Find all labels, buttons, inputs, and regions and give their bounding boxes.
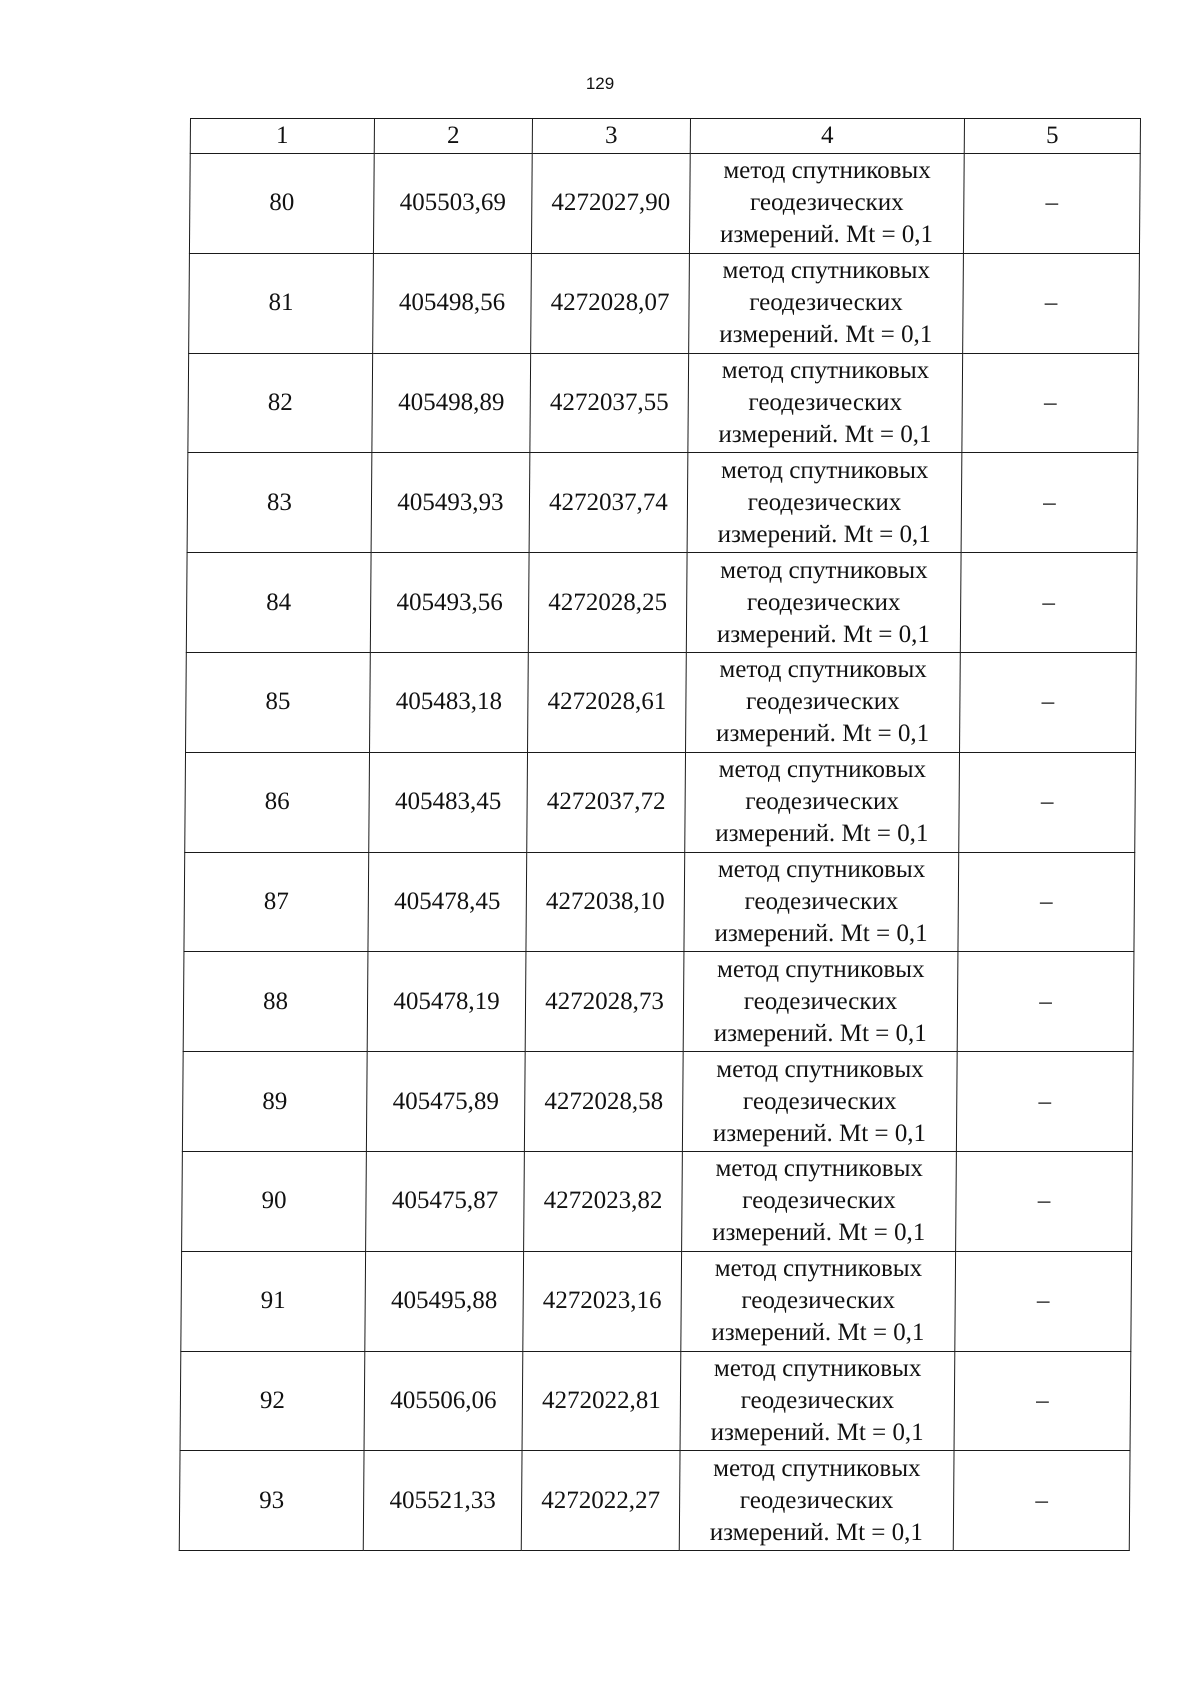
point-number-cell: 86 bbox=[185, 752, 370, 852]
table-row bbox=[184, 852, 1135, 952]
note-cell: – bbox=[963, 253, 1140, 353]
point-number-cell: 82 bbox=[188, 353, 373, 453]
point-number-cell: 89 bbox=[182, 1052, 367, 1152]
method-cell: метод спутниковых геодезических измерений. Mt = 0,1 bbox=[686, 553, 961, 653]
point-number-cell: 84 bbox=[186, 553, 371, 653]
method-cell: метод спутниковых геодезических измерений. Mt = 0,1 bbox=[682, 1052, 957, 1152]
note-cell: – bbox=[960, 553, 1137, 653]
table-row bbox=[188, 353, 1139, 453]
point-number-cell: 92 bbox=[180, 1351, 365, 1451]
header-cell-3: 3 bbox=[532, 119, 690, 154]
table-row bbox=[183, 952, 1134, 1052]
x-coordinate-cell: 405475,89 bbox=[366, 1052, 525, 1152]
point-number-cell: 88 bbox=[183, 952, 368, 1052]
table-row bbox=[179, 1451, 1130, 1551]
method-cell: метод спутниковых геодезических измерений. Mt = 0,1 bbox=[688, 353, 963, 453]
note-cell: – bbox=[963, 154, 1140, 254]
header-cell-5: 5 bbox=[964, 119, 1140, 154]
y-coordinate-cell: 4272028,61 bbox=[528, 652, 687, 752]
note-cell: – bbox=[960, 652, 1137, 752]
method-cell: метод спутниковых геодезических измерений. Mt = 0,1 bbox=[685, 752, 960, 852]
method-cell: метод спутниковых геодезических измерений. Mt = 0,1 bbox=[689, 154, 964, 254]
coordinates-table bbox=[179, 118, 1141, 1551]
header-cell-4: 4 bbox=[690, 119, 964, 154]
x-coordinate-cell: 405521,33 bbox=[363, 1451, 522, 1551]
table-row bbox=[182, 1151, 1133, 1251]
table-row bbox=[185, 752, 1136, 852]
x-coordinate-cell: 405483,18 bbox=[370, 652, 529, 752]
x-coordinate-cell: 405493,56 bbox=[370, 553, 529, 653]
table-row bbox=[182, 1052, 1133, 1152]
y-coordinate-cell: 4272038,10 bbox=[526, 852, 685, 952]
method-cell: метод спутниковых геодезических измерений. Mt = 0,1 bbox=[684, 852, 959, 952]
table-row bbox=[189, 253, 1140, 353]
method-cell: метод спутниковых геодезических измерений. Mt = 0,1 bbox=[689, 253, 964, 353]
method-cell: метод спутниковых геодезических измерений. Mt = 0,1 bbox=[686, 652, 961, 752]
header-cell-1: 1 bbox=[190, 119, 374, 154]
x-coordinate-cell: 405503,69 bbox=[373, 154, 532, 254]
y-coordinate-cell: 4272037,72 bbox=[527, 752, 686, 852]
note-cell: – bbox=[959, 752, 1136, 852]
method-cell: метод спутниковых геодезических измерений. Mt = 0,1 bbox=[687, 453, 962, 553]
y-coordinate-cell: 4272028,58 bbox=[524, 1052, 683, 1152]
x-coordinate-cell: 405498,89 bbox=[372, 353, 531, 453]
table-row bbox=[189, 154, 1140, 254]
method-cell: метод спутниковых геодезических измерений. Mt = 0,1 bbox=[679, 1451, 954, 1551]
point-number-cell: 90 bbox=[182, 1151, 367, 1251]
y-coordinate-cell: 4272023,82 bbox=[524, 1151, 683, 1251]
table-row bbox=[187, 453, 1138, 553]
point-number-cell: 87 bbox=[184, 852, 369, 952]
method-cell: метод спутниковых геодезических измерений. Mt = 0,1 bbox=[683, 952, 958, 1052]
header-row bbox=[190, 119, 1140, 154]
x-coordinate-cell: 405493,93 bbox=[371, 453, 530, 553]
point-number-cell: 83 bbox=[187, 453, 372, 553]
point-number-cell: 85 bbox=[186, 652, 371, 752]
method-cell: метод спутниковых геодезических измерений. Mt = 0,1 bbox=[682, 1151, 957, 1251]
note-cell: – bbox=[961, 453, 1138, 553]
point-number-cell: 93 bbox=[179, 1451, 364, 1551]
x-coordinate-cell: 405498,56 bbox=[373, 253, 532, 353]
point-number-cell: 81 bbox=[189, 253, 374, 353]
table-header bbox=[190, 119, 1140, 154]
y-coordinate-cell: 4272037,74 bbox=[529, 453, 688, 553]
y-coordinate-cell: 4272022,81 bbox=[522, 1351, 681, 1451]
page-number: 129 bbox=[585, 74, 615, 93]
x-coordinate-cell: 405483,45 bbox=[369, 752, 528, 852]
y-coordinate-cell: 4272027,90 bbox=[531, 154, 690, 254]
table-row bbox=[186, 553, 1137, 653]
note-cell: – bbox=[953, 1451, 1130, 1551]
table-row bbox=[180, 1351, 1131, 1451]
note-cell: – bbox=[956, 1052, 1133, 1152]
point-number-cell: 91 bbox=[181, 1251, 366, 1351]
note-cell: – bbox=[958, 852, 1135, 952]
y-coordinate-cell: 4272028,07 bbox=[531, 253, 690, 353]
note-cell: – bbox=[954, 1351, 1131, 1451]
y-coordinate-cell: 4272022,27 bbox=[521, 1451, 680, 1551]
x-coordinate-cell: 405475,87 bbox=[366, 1151, 525, 1251]
y-coordinate-cell: 4272028,73 bbox=[525, 952, 684, 1052]
table-row bbox=[181, 1251, 1132, 1351]
y-coordinate-cell: 4272023,16 bbox=[523, 1251, 682, 1351]
note-cell: – bbox=[957, 952, 1134, 1052]
x-coordinate-cell: 405478,19 bbox=[367, 952, 526, 1052]
x-coordinate-cell: 405478,45 bbox=[368, 852, 527, 952]
y-coordinate-cell: 4272037,55 bbox=[530, 353, 689, 453]
note-cell: – bbox=[955, 1251, 1132, 1351]
method-cell: метод спутниковых геодезических измерений. Mt = 0,1 bbox=[680, 1351, 955, 1451]
y-coordinate-cell: 4272028,25 bbox=[528, 553, 687, 653]
table-body bbox=[179, 154, 1140, 1551]
note-cell: – bbox=[956, 1151, 1133, 1251]
table-row bbox=[186, 652, 1137, 752]
method-cell: метод спутниковых геодезических измерений. Mt = 0,1 bbox=[681, 1251, 956, 1351]
x-coordinate-cell: 405495,88 bbox=[365, 1251, 524, 1351]
point-number-cell: 80 bbox=[189, 154, 374, 254]
header-cell-2: 2 bbox=[374, 119, 532, 154]
x-coordinate-cell: 405506,06 bbox=[364, 1351, 523, 1451]
note-cell: – bbox=[962, 353, 1139, 453]
